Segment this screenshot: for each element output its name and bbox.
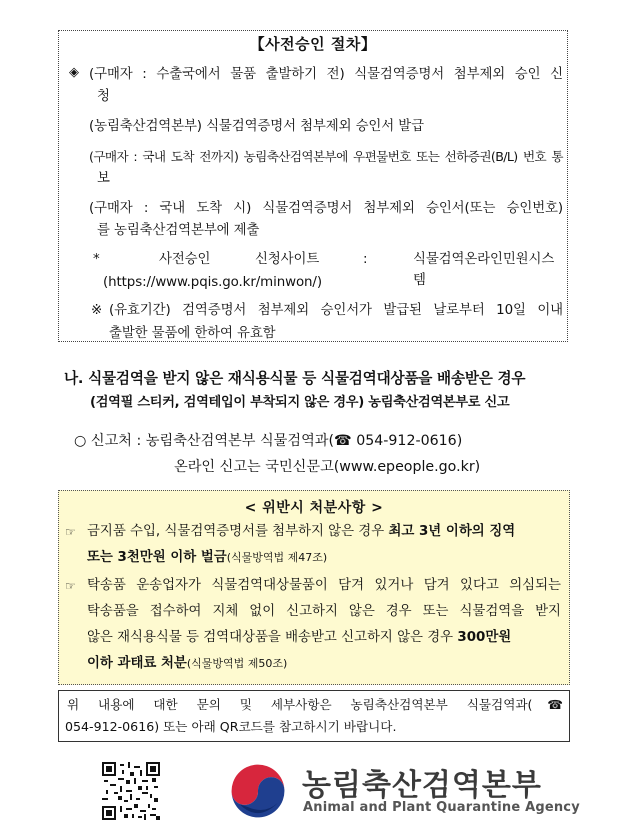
step-2-line: (농림축산검역본부) 식물검역증명서 첨부제외 승인서 발급 <box>89 119 424 134</box>
penalty-2-line-2: 탁송품을 접수하여 지체 없이 신고하지 않은 경우 또는 식물검역을 받지 <box>87 604 561 619</box>
step-3-line-1: (구매자 : 국내 도착 전까지) 농림축산검역본부에 우편물번호 또는 선하증권(B/L) 번호 통 <box>89 149 563 164</box>
contact-box <box>58 690 570 742</box>
penalty-1-bold-2: 또는 3천만원 이하 벌금 <box>87 550 227 565</box>
qr-code-icon[interactable] <box>102 762 160 820</box>
penalty-1-bold-1: 최고 3년 이하의 징역 <box>388 524 516 539</box>
step-4-line-2: 를 농림축산검역본부에 제출 <box>97 223 260 238</box>
penalty-2-reference: (식물방역법 제50조) <box>186 657 288 670</box>
report-online-line: 온라인 신고는 국민신문고(www.epeople.go.kr) <box>174 459 481 475</box>
validity-line-2: 출발한 물품에 한하여 유효함 <box>109 326 276 341</box>
penalty-item-2 <box>65 573 561 677</box>
site-label: 사전승인 <box>159 252 211 267</box>
contact-line-1: 위 내용에 대한 문의 및 세부사항은 농림축산검역본부 식물검역과(☎ <box>67 697 563 712</box>
agency-name-korean: 농림축산검역본부 <box>302 768 542 803</box>
step-1-line-1: (구매자 : 수출국에서 물품 출발하기 전) 식물검역증명서 첨부제외 승인 신 <box>89 67 563 82</box>
penalty-1-text: 금지품 수입, 식물검역증명서를 첨부하지 않은 경우 <box>87 524 389 539</box>
site-label-2: 신청사이트 <box>255 252 320 267</box>
site-colon: : <box>363 252 368 267</box>
pointing-hand-icon: ☞ <box>65 579 76 593</box>
pointing-hand-icon: ☞ <box>65 525 76 539</box>
section-b <box>64 367 574 415</box>
approval-procedure-box <box>58 30 568 342</box>
penalty-item-1 <box>65 519 561 571</box>
penalty-2-line-1: 탁송품 운송업자가 식물검역대상물품이 담겨 있거나 담겨 있다고 의심되는 <box>87 578 561 593</box>
section-b-subheading: (검역필 스티커, 검역테입이 부착되지 않은 경우) 농림축산검역본부로 신고 <box>90 395 510 410</box>
penalty-box <box>58 490 570 685</box>
diamond-bullet-icon: ◈ <box>69 65 79 80</box>
penalty-1-reference: (식물방역법 제47조) <box>226 551 328 564</box>
taegeuk-emblem-icon <box>225 758 291 824</box>
penalty-2-bold-2: 이하 과태료 처분 <box>87 656 187 671</box>
contact-line-2: 054-912-0616) 또는 아래 QR코드를 참고하시기 바랍니다. <box>65 719 397 734</box>
validity-line-1: (유효기간) 검역증명서 첨부제외 승인서가 발급된 날로부터 10일 이내 <box>109 303 563 318</box>
approval-procedure-title: 【사전승인 절차】 <box>249 35 377 53</box>
site-name: 식물검역온라인민원시스템 <box>413 252 555 288</box>
site-url[interactable]: (https://www.pqis.go.kr/minwon/) <box>103 275 322 290</box>
section-b-heading: 나. 식물검역을 받지 않은 재식용식물 등 식물검역대상품을 배송받은 경우 <box>64 370 526 387</box>
penalty-2-line-3: 않은 재식용식물 등 검역대상품을 배송받고 신고하지 않은 경우 <box>87 630 458 645</box>
penalty-title: < 위반시 처분사항 > <box>244 500 384 516</box>
report-info <box>74 428 480 480</box>
agency-name-english: Animal and Plant Quarantine Agency <box>303 800 580 815</box>
site-star: * <box>93 252 100 267</box>
penalty-2-bold-1: 300만원 <box>457 630 512 645</box>
reference-mark-icon: ※ <box>91 303 103 318</box>
report-contact-line: ○ 신고처 : 농림축산검역본부 식물검역과(☎ 054-912-0616) <box>74 433 463 449</box>
step-1-line-2: 청 <box>97 89 110 104</box>
step-3-line-2: 보 <box>97 171 110 186</box>
step-4-line-1: (구매자 : 국내 도착 시) 식물검역증명서 첨부제외 승인서(또는 승인번호) <box>89 201 563 216</box>
